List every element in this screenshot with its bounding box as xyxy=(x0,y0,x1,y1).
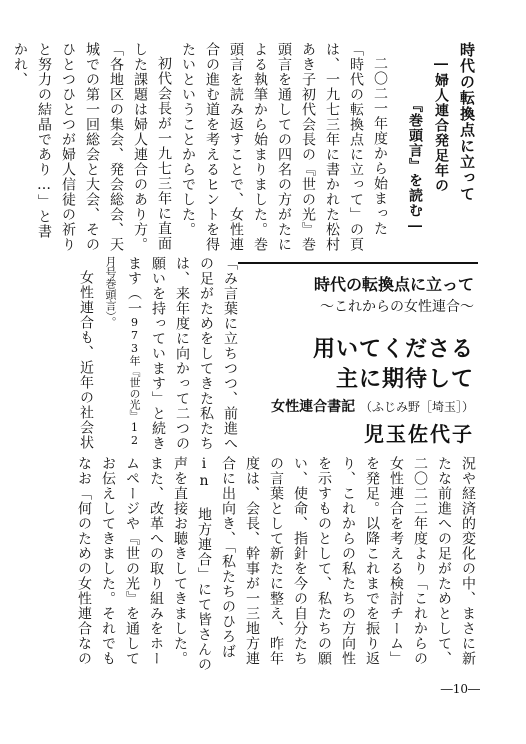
title-line-1: 時代の転換点に立って xyxy=(458,42,476,202)
paragraph: 二〇二一年度から始まった「時代の転換点に立って」の頁は、一九七三年に書かれた松村あき子初代会長の『世の光』巻頭言を通しての四名の方がたによる執筆から始まりました。巻頭言を読み返すことで、女性連合の進む道を考えるヒントを得たいということからでした。 xyxy=(180,42,388,252)
page-number: ―10― xyxy=(440,682,480,696)
paragraph: 女性連合も、近年の社会状 xyxy=(78,270,94,450)
series-subtitle: 〜これからの女性連合〜 xyxy=(320,299,474,315)
paragraph: 初代会長が一九七三年に直面した課題は婦人連合のあり方。「各地区の集会、発会総会、天城での第一回総会と大会、そのひとつひとつが婦人信徒の祈りと努力の結晶であり…」と書かれ、 xyxy=(12,42,172,252)
quote-text: 「み言葉に立ちつつ、前進への足がためをしてきた私たちは、来年度に向かって二つの願いを持っています」と続きます（一 xyxy=(126,256,238,451)
title-line-2: ―婦人連合発足年の xyxy=(433,56,449,193)
main-title-line-1: 用いてくださる xyxy=(312,337,474,362)
body-text-middle xyxy=(46,256,242,456)
body-text-bottom xyxy=(46,456,480,672)
main-title-line-2: 主に期待して xyxy=(335,367,474,392)
heading-rule xyxy=(238,262,478,264)
series-title: 時代の転換点に立って xyxy=(313,275,474,294)
citation-note: 973年『世の光』12月号巻頭言）。 xyxy=(104,256,141,447)
author-church: （ふじみ野［埼玉］） xyxy=(359,400,474,414)
title-line-3: 『巻頭言』を読む― xyxy=(407,98,423,235)
article-title xyxy=(396,42,480,252)
author-role-label: 女性連合書記 xyxy=(271,399,356,415)
section-heading xyxy=(236,262,478,448)
paragraph: 況や経済的変化の中、まさに新たな前進への足がためとして、二〇二二年度より「これからの女性連合を考える検討チーム」を発足。以降これまでを振り返り、これからの私たちの方向性を示すものとして、私たちの願い、使命、指針を今の自分たちの言葉として新たに整え、昨年度は、会長、幹事が一三地方連合に出向き、「私たちのひろば in 地方連合」にて皆さんの声を直接お聴きしてきました。また、改革への取り組みをホームページや『世の光』を通してお伝えしてきました。それでもなお「何のための女性連合なの xyxy=(76,456,476,672)
author-name: 児玉佐代子 xyxy=(364,422,474,446)
body-text-top xyxy=(12,42,392,252)
author-role xyxy=(271,396,474,416)
paragraph xyxy=(98,256,242,456)
